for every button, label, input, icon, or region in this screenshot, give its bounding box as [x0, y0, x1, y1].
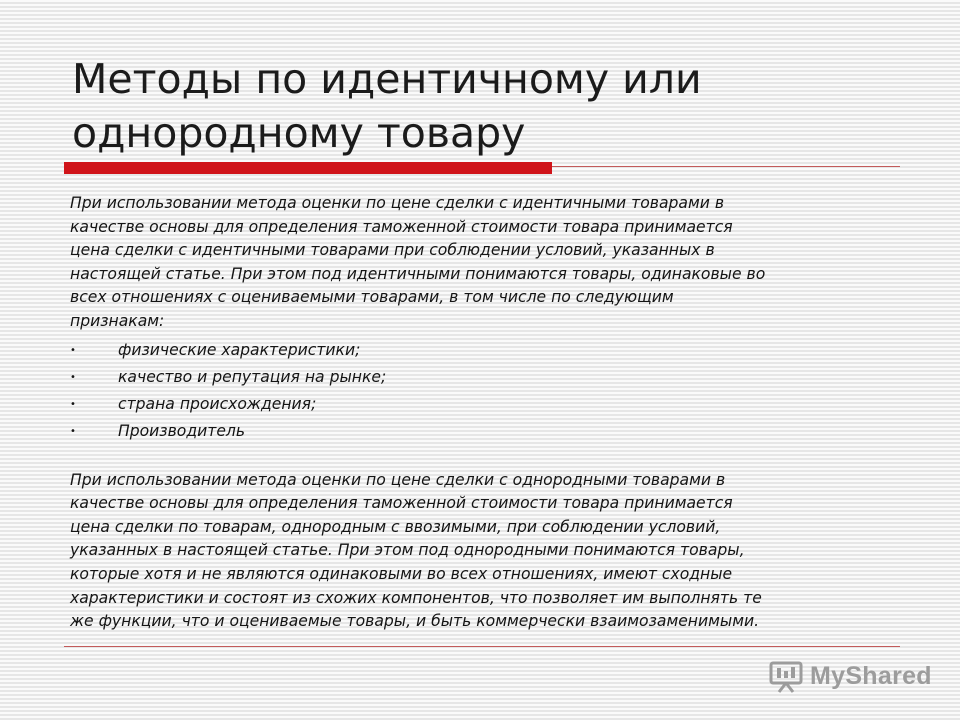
paragraph-line: качестве основы для определения таможенной стоимости товара принимается [70, 217, 733, 236]
paragraph-line: цена сделки с идентичными товарами при соблюдении условий, указанных в [70, 241, 715, 260]
paragraph-line: указанных в настоящей статье. При этом под однородными понимаются товары, [70, 541, 745, 560]
list-item-text: качество и репутация на рынке; [118, 367, 387, 386]
paragraph-line: же функции, что и оцениваемые товары, и быть коммерчески взаимозаменимыми. [70, 612, 760, 631]
slide-body [70, 192, 900, 634]
list-item-text: страна происхождения; [118, 394, 317, 413]
slide-title-line-1: Методы по идентичному или [72, 55, 702, 103]
slide-title-line-2: однородному товару [72, 109, 526, 157]
list-item-text: физические характеристики; [118, 340, 361, 359]
list-item [70, 337, 900, 364]
presentation-board-icon [768, 658, 804, 694]
title-underline-thin [552, 166, 900, 167]
watermark-text: MyShared [810, 661, 932, 690]
paragraph-line: цена сделки по товарам, однородным с ввозимыми, при соблюдении условий, [70, 517, 721, 536]
bullet-dot: • [70, 425, 76, 437]
paragraph-identical-goods [70, 192, 900, 334]
bullet-dot: • [70, 398, 76, 410]
footer-divider [64, 646, 900, 647]
paragraph-line: При использовании метода оценки по цене сделки с однородными товарами в [70, 470, 726, 489]
paragraph-line: всех отношениях с оцениваемыми товарами, в том числе по следующим [70, 288, 674, 307]
title-underline-accent [64, 162, 552, 174]
paragraph-line: характеристики и состоят из схожих компонентов, что позволяет им выполнять те [70, 588, 762, 607]
list-item [70, 391, 900, 418]
slide-title [72, 52, 892, 160]
criteria-list [70, 337, 900, 445]
paragraph-line: При использовании метода оценки по цене сделки с идентичными товарами в [70, 194, 725, 212]
bullet-dot: • [70, 371, 76, 383]
paragraph-line: настоящей статье. При этом под идентичными понимаются товары, одинаковые во [70, 264, 766, 283]
list-item-text: Производитель [118, 421, 246, 440]
bullet-dot: • [70, 344, 76, 356]
myshared-watermark [768, 656, 932, 696]
list-item [70, 418, 900, 445]
paragraph-homogeneous-goods [70, 469, 900, 634]
paragraph-line: признакам: [70, 311, 165, 330]
paragraph-line: которые хотя и не являются одинаковыми во всех отношениях, имеют сходные [70, 564, 733, 583]
list-item [70, 364, 900, 391]
paragraph-line: качестве основы для определения таможенной стоимости товара принимается [70, 494, 733, 513]
